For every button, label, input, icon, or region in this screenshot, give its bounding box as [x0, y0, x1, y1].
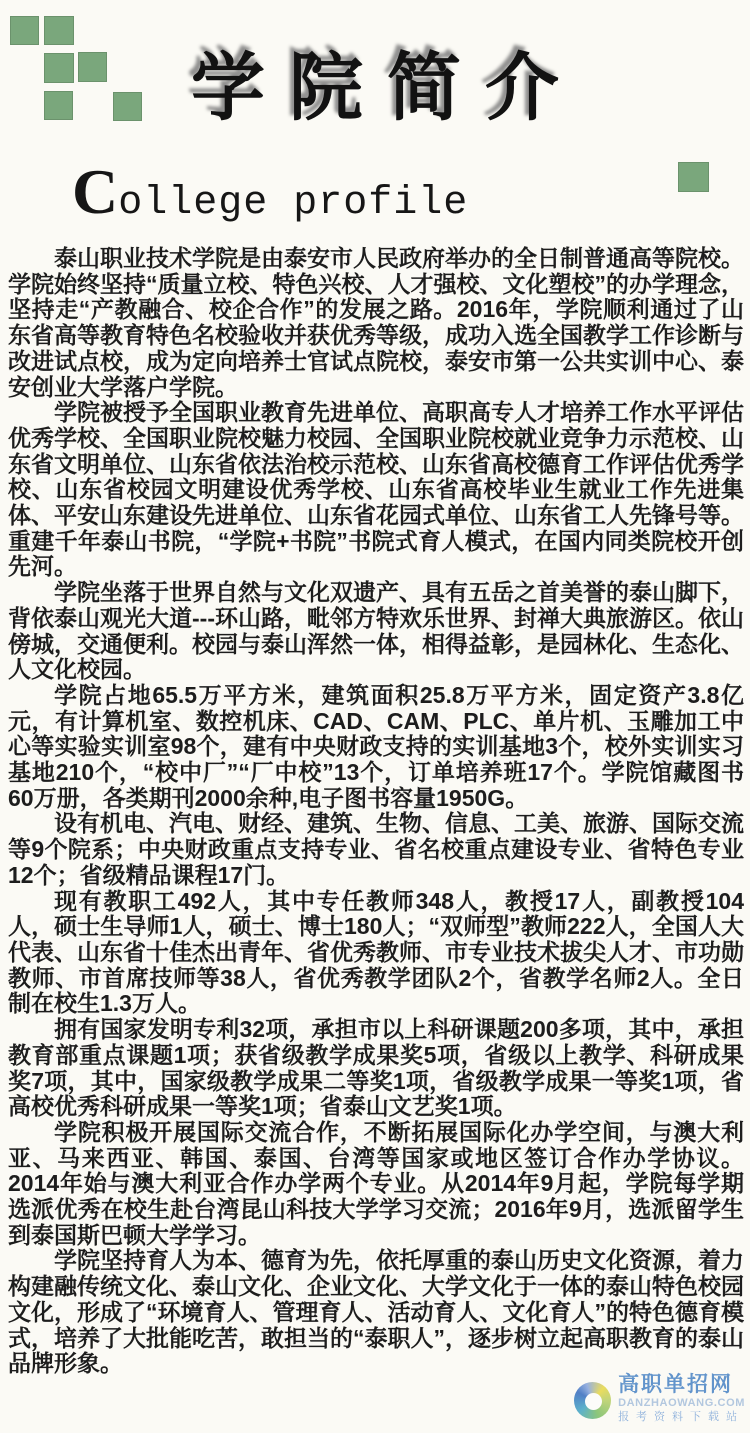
green-square-decoration [678, 162, 709, 192]
profile-paragraph: 学院占地65.5万平方米，建筑面积25.8万平方米，固定资产3.8亿元，有计算机室、数控机床、CAD、CAM、PLC、单片机、玉雕加工中心等实验实训室98个，建有中央财政支持的实训基地3个，校外实训实习基地210个，“校中厂”“厂中校”13个，订单培养班17个。学院馆藏图书60万册，各类期刊2000余种,电子图书容量1950G。 [8, 681, 744, 811]
profile-paragraph: 学院积极开展国际交流合作，不断拓展国际化办学空间，与澳大利亚、马来西亚、韩国、泰国、台湾等国家或地区签订合作办学协议。2014年始与澳大利亚合作办学两个专业。从2014年9月起，学院每学期选派优秀在校生赴台湾昆山科技大学学习交流；2016年9月，选派留学生到泰国斯巴顿大学学习。 [8, 1118, 744, 1248]
green-square-decoration [44, 16, 74, 45]
profile-paragraph: 现有教职工492人，其中专任教师348人，教授17人，副教授104人，硕士生导师1人，硕士、博士180人；“双师型”教师222人，全国人大代表、山东省十佳杰出青年、省优秀教师、市专业技术拔尖人才、市功勋教师、市首席技师等38人，省优秀教学团队2个，省教学名师2人。全日制在校生1.3万人。 [8, 887, 744, 1017]
profile-paragraph: 学院被授予全国职业教育先进单位、高职高专人才培养工作水平评估优秀学校、全国职业院校魅力校园、全国职业院校就业竞争力示范校、山东省文明单位、山东省依法治校示范校、山东省高校德育工作评估优秀学校、山东省校园文明建设优秀学校、山东省高校毕业生就业工作先进集体、平安山东建设先进单位、山东省花园式单位、山东省工人先锋号等。重建千年泰山书院，“学院+书院”书院式育人模式，在国内同类院校开创先河。 [8, 399, 744, 580]
watermark-site-slogan: 报考资料下载站 [618, 1411, 745, 1423]
page-title-english-rest: ollege profile [118, 181, 469, 226]
profile-paragraph: 学院坚持育人为本、德育为先，依托厚重的泰山历史文化资源，着力构建融传统文化、泰山文化、企业文化、大学文化于一体的泰山特色校园文化，形成了“环境育人、管理育人、活动育人、文化育人”的特色德育模式，培养了大批能吃苦，敢担当的“泰职人”，逐步树立起高职教育的泰山品牌形象。 [8, 1247, 744, 1377]
profile-body [8, 246, 744, 1377]
profile-paragraph: 学院坐落于世界自然与文化双遗产、具有五岳之首美誉的泰山脚下，背依泰山观光大道---环山路，毗邻方特欢乐世界、封禅大典旅游区。依山傍城，交通便利。校园与泰山浑然一体，相得益彰，是园林化、生态化、人文化校园。 [8, 579, 744, 683]
profile-paragraph: 拥有国家发明专利32项，承担市以上科研课题200多项，其中，承担教育部重点课题1项；获省级教学成果奖5项，省级以上教学、科研成果奖7项，其中，国家级教学成果二等奖1项，省级教学成果一等奖1项，省高校优秀科研成果一等奖1项；省泰山文艺奖1项。 [8, 1016, 744, 1120]
watermark-site-name: 高职单招网 [618, 1373, 734, 1396]
page-title-english [72, 156, 469, 227]
page-title-english-initial: C [72, 156, 119, 227]
profile-paragraph: 设有机电、汽电、财经、建筑、生物、信息、工美、旅游、国际交流等9个院系；中央财政重点支持专业、省名校重点建设专业、省特色专业12个；省级精品课程17门。 [8, 810, 744, 888]
page-title-chinese: 学院简介 [191, 48, 583, 130]
watermark-text-block [618, 1374, 745, 1423]
watermark-site-domain: DANZHAOWANG.COM [618, 1397, 745, 1409]
site-watermark [574, 1374, 745, 1423]
profile-paragraph: 泰山职业技术学院是由泰安市人民政府举办的全日制普通高等院校。学院始终坚持“质量立校、特色兴校、人才强校、文化塑校”的办学理念，坚持走“产教融合、校企合作”的发展之路。2016年，学院顺利通过了山东省高等教育特色名校验收并获优秀等级，成功入选全国教学工作诊断与改进试点校，成为定向培养士官试点院校，泰安市第一公共实训中心、泰安创业大学落户学院。 [8, 245, 744, 400]
swirl-logo-icon [574, 1382, 611, 1419]
green-square-decoration [10, 16, 39, 45]
